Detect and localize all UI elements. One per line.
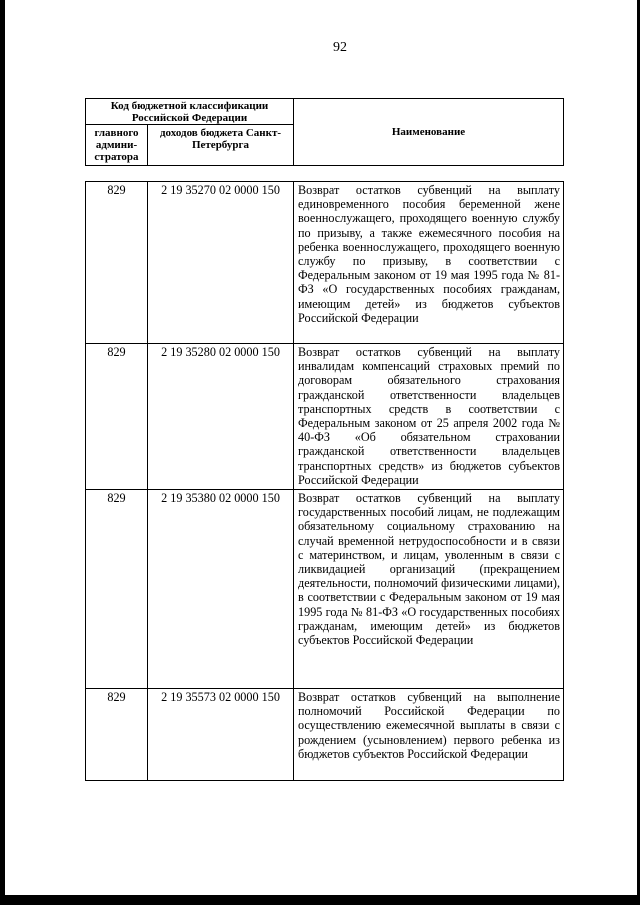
table-row [86, 689, 564, 781]
income-code-cell: 2 19 35380 02 0000 150 [148, 490, 294, 689]
name-cell: Возврат остатков субвенций на выплату инвалидам компенсаций страховых премий по договорам обязательного страхования гражданской ответственности владельцев транспортных средств в соответствии с Федеральным законом от 25 апреля 2002 года № 40-ФЗ «Об обязательном страховании гражданской ответственности владельцев транспортных средств» из бюджетов субъектов Российской Федерации [294, 344, 564, 490]
income-code-cell: 2 19 35573 02 0000 150 [148, 689, 294, 781]
admin-code-cell: 829 [86, 344, 148, 490]
table-row [86, 490, 564, 689]
income-code-cell: 2 19 35280 02 0000 150 [148, 344, 294, 490]
table-row [86, 344, 564, 490]
header-income: доходов бюджета Санкт-Петербурга [148, 125, 294, 166]
header-admin: главного админи-стратора [86, 125, 148, 166]
codes-table [85, 181, 564, 781]
income-code-cell: 2 19 35270 02 0000 150 [148, 182, 294, 344]
admin-code-cell: 829 [86, 689, 148, 781]
header-group-title: Код бюджетной классификации Российской Федерации [86, 99, 294, 125]
header-table [85, 98, 564, 166]
name-cell: Возврат остатков субвенций на выплату государственных пособий лицам, не подлежащим обязательному социальному страхованию на случай временной нетрудоспособности и в связи с материнством, и лицам, уволенным в связи с ликвидацией организаций (прекращением деятельности, полномочий физическими лицами), в соответствии с Федеральным законом от 19 мая 1995 года № 81-ФЗ «О государственных пособиях гражданам, имеющим детей» из бюджетов субъектов Российской Федерации [294, 490, 564, 689]
admin-code-cell: 829 [86, 182, 148, 344]
table-row [86, 182, 564, 344]
page-number: 92 [333, 40, 347, 55]
scan-border-bottom [0, 895, 640, 905]
scan-border-left [0, 0, 5, 905]
header-name: Наименование [294, 99, 564, 166]
admin-code-cell: 829 [86, 490, 148, 689]
name-cell: Возврат остатков субвенций на выполнение полномочий Российской Федерации по осуществлению ежемесячной выплаты в связи с рождением (усыновлением) первого ребенка из бюджетов субъектов Российской Федерации [294, 689, 564, 781]
name-cell: Возврат остатков субвенций на выплату единовременного пособия беременной жене военнослужащего, проходящего военную службу по призыву, а также ежемесячного пособия на ребенка военнослужащего, проходящего военную службу по призыву, в соответствии с Федеральным законом от 19 мая 1995 года № 81-ФЗ «О государственных пособиях гражданам, имеющим детей» из бюджетов субъектов Российской Федерации [294, 182, 564, 344]
